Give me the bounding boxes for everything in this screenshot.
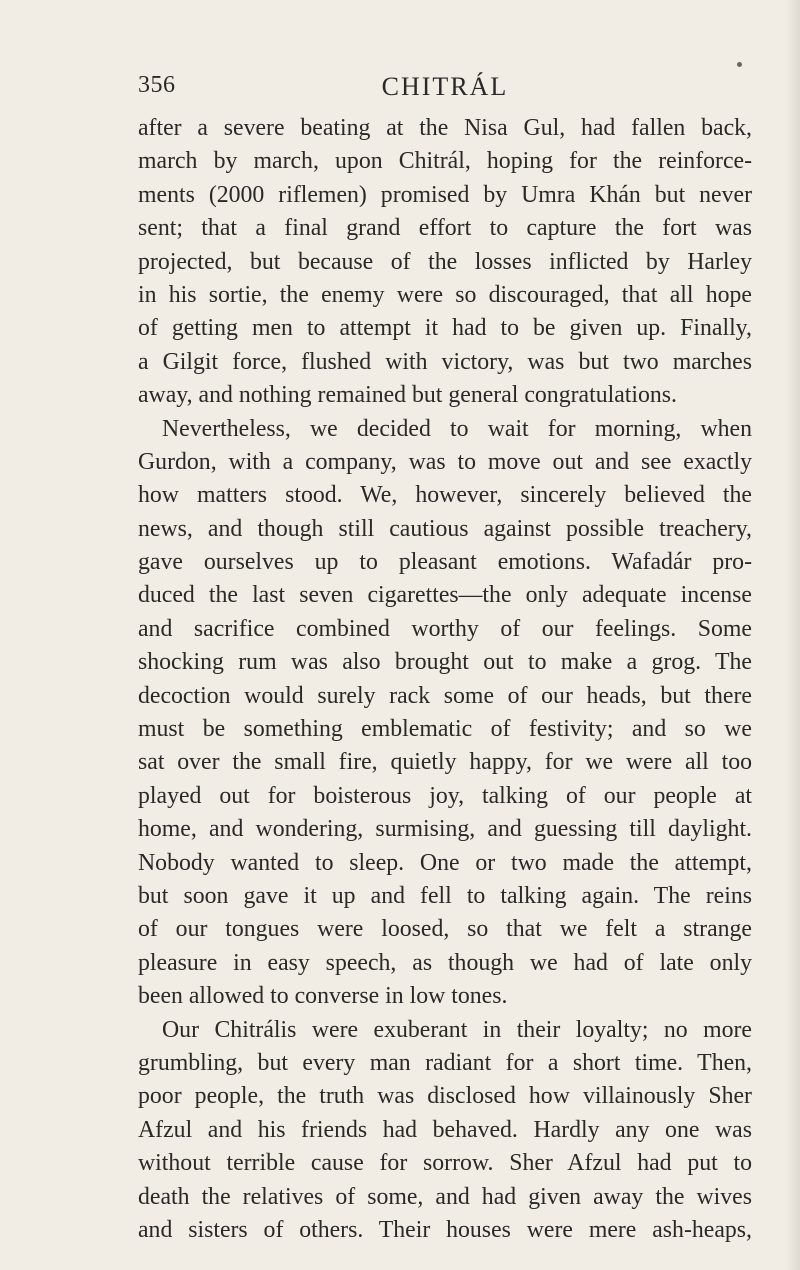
paragraph-start-line: Nevertheless, we decided to wait for morning, when <box>162 415 752 442</box>
text-line: projected, but because of the losses inflicted by Harley <box>138 248 752 275</box>
paragraph-start-line: Our Chitrális were exuberant in their loyalty; no more <box>162 1016 752 1043</box>
text-line: a Gilgit force, flushed with victory, was but two marches <box>138 348 752 375</box>
text-line: in his sortie, the enemy were so discouraged, that all hope <box>138 281 752 308</box>
text-line: Gurdon, with a company, was to move out and see exactly <box>138 448 752 475</box>
text-line: sat over the small fire, quietly happy, for we were all too <box>138 749 752 776</box>
body-text <box>138 112 752 1247</box>
text-line: duced the last seven cigarettes—the only adequate incense <box>138 582 752 609</box>
text-line: but soon gave it up and fell to talking again. The reins <box>138 882 752 909</box>
text-line: news, and though still cautious against possible treachery, <box>138 515 752 542</box>
text-line: been allowed to converse in low tones. <box>138 983 508 1010</box>
text-line: shocking rum was also brought out to make a grog. The <box>138 649 752 676</box>
margin-mark <box>737 62 742 67</box>
running-title: CHITRÁL <box>381 72 509 101</box>
page-edge-shadow <box>786 0 800 1270</box>
text-line: ments (2000 riflemen) promised by Umra Khán but never <box>138 181 752 208</box>
text-line: Afzul and his friends had behaved. Hardly any one was <box>138 1116 752 1143</box>
text-line: poor people, the truth was disclosed how villainously Sher <box>138 1083 752 1110</box>
text-line: home, and wondering, surmising, and guessing till daylight. <box>138 816 752 843</box>
running-head <box>138 72 752 108</box>
text-line: pleasure in easy speech, as though we had of late only <box>138 949 752 976</box>
text-line: after a severe beating at the Nisa Gul, had fallen back, <box>138 115 752 141</box>
text-line: grumbling, but every man radiant for a short time. Then, <box>138 1049 752 1076</box>
text-line: must be something emblematic of festivity; and so we <box>138 716 752 743</box>
text-line: and sacrifice combined worthy of our feelings. Some <box>138 615 752 642</box>
text-line: played out for boisterous joy, talking of our people at <box>138 782 752 809</box>
text-line: gave ourselves up to pleasant emotions. Wafadár pro- <box>138 549 752 576</box>
text-line: death the relatives of some, and had given away the wives <box>138 1183 752 1210</box>
text-line: of getting men to attempt it had to be given up. Finally, <box>138 315 752 342</box>
text-line: how matters stood. We, however, sincerely believed the <box>138 482 752 509</box>
text-line: Nobody wanted to sleep. One or two made the attempt, <box>138 849 752 876</box>
text-line: and sisters of others. Their houses were mere ash-heaps, <box>138 1216 752 1243</box>
text-line: decoction would surely rack some of our heads, but there <box>138 682 752 709</box>
text-line: march by march, upon Chitrál, hoping for the reinforce- <box>138 148 752 175</box>
text-line: away, and nothing remained but general congratulations. <box>138 382 677 409</box>
text-line: sent; that a final grand effort to capture the fort was <box>138 215 752 242</box>
text-line: without terrible cause for sorrow. Sher Afzul had put to <box>138 1150 752 1177</box>
page-number: 356 <box>138 72 176 98</box>
text-line: of our tongues were loosed, so that we felt a strange <box>138 916 752 943</box>
